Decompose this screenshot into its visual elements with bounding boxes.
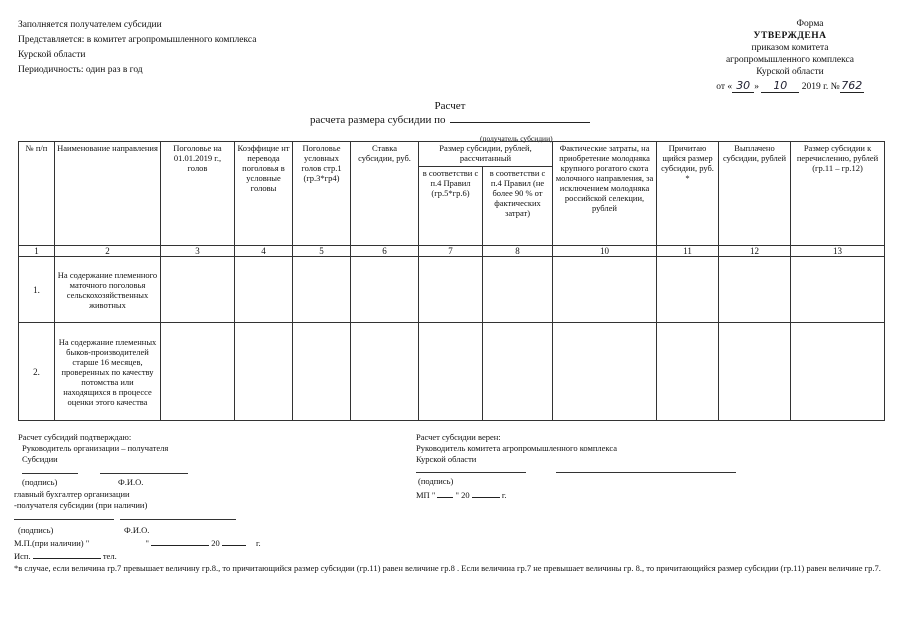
cell-livestock[interactable]: [161, 323, 235, 421]
seal-date-line-right: [416, 490, 507, 501]
col-header-due-subsidy: Причитаю щийся размер субсидии, руб. *: [657, 142, 719, 246]
column-number: 6: [351, 246, 419, 257]
year-blank[interactable]: [222, 545, 246, 546]
correct-label: Расчет субсидии верен:: [416, 432, 501, 442]
approved-label: УТВЕРЖДЕНА: [753, 31, 827, 41]
subsidy-label: Субсидии: [22, 454, 58, 464]
cell-paid-subsidy[interactable]: [719, 257, 791, 323]
column-number: 11: [657, 246, 719, 257]
date-quote: ": [145, 538, 149, 548]
column-number-row: [19, 246, 885, 257]
cell-paid-subsidy[interactable]: [719, 323, 791, 421]
cell-subsidy-a[interactable]: [419, 257, 483, 323]
date-year: 2019 г. №: [801, 82, 840, 92]
col-header-rate: Ставка субсидии, руб.: [351, 142, 419, 246]
order-line-3: Курской области: [756, 67, 824, 77]
date-day: 30: [732, 80, 754, 93]
phone-label: тел.: [102, 551, 117, 561]
row-number: 2.: [19, 323, 55, 421]
name-line[interactable]: [556, 472, 736, 473]
executor-line: [14, 551, 117, 562]
signature-line[interactable]: [14, 519, 114, 520]
cell-coefficient[interactable]: [235, 257, 293, 323]
order-number: 762: [841, 79, 863, 92]
document-title: Расчет: [434, 100, 466, 112]
region-text: Курской области: [18, 50, 86, 60]
cell-rate[interactable]: [351, 257, 419, 323]
subtitle-text: расчета размера субсидии по: [310, 114, 446, 126]
cell-conditional-heads[interactable]: [293, 323, 351, 421]
column-number: 12: [719, 246, 791, 257]
date-mid: »: [754, 82, 759, 92]
confirm-label: Расчет субсидий подтверждаю:: [18, 432, 132, 442]
approval-block: [690, 18, 890, 93]
cell-actual-costs[interactable]: [553, 323, 657, 421]
table-row: [19, 323, 885, 421]
column-number: 5: [293, 246, 351, 257]
seal-label: МП ": [416, 490, 436, 500]
accountant-label-2: -получателя субсидии (при наличии): [14, 500, 148, 510]
committee-head-label: Руководитель комитета агропромышленного комплекса: [416, 443, 617, 453]
col-header-direction: Наименование направления: [55, 142, 161, 246]
cell-actual-costs[interactable]: [553, 257, 657, 323]
cell-transfer[interactable]: [791, 323, 885, 421]
col-header-paid-subsidy: Выплачено субсидии, рублей: [719, 142, 791, 246]
column-number: 10: [553, 246, 657, 257]
recipient-head-label: Руководитель организации – получателя: [22, 443, 169, 453]
signature-line[interactable]: [22, 473, 78, 474]
column-number: 8: [483, 246, 553, 257]
cell-subsidy-b[interactable]: [483, 323, 553, 421]
signature-caption: (подпись): [22, 477, 58, 487]
column-number: 4: [235, 246, 293, 257]
header-left: [18, 18, 378, 78]
column-number: 7: [419, 246, 483, 257]
subsidy-calc-table: [18, 141, 885, 421]
date-blank[interactable]: [151, 545, 209, 546]
col-header-subsidy-calculated: Размер субсидии, рублей, рассчитанный: [419, 142, 553, 167]
seal-label: М.П.(при наличии) ": [14, 538, 90, 548]
fio-caption: Ф.И.О.: [118, 477, 144, 487]
col-header-actual-costs: Фактические затраты, на приобретение молодняка крупного рогатого скота молочного направления, за исключением молодняка российской селекции, рублей: [553, 142, 657, 246]
filled-by-text: Заполняется получателем субсидии: [18, 20, 162, 30]
year-suffix: г.: [255, 538, 261, 548]
row-direction: На содержание племенных быков-производителей старше 16 месяцев, проверенных по качеству потомства или находящихся в процессе оценки этого качества: [55, 323, 161, 421]
signature-caption: (подпись): [418, 476, 454, 486]
cell-transfer[interactable]: [791, 257, 885, 323]
document-subtitle: [310, 114, 590, 126]
year-label: " 20: [455, 490, 470, 500]
column-number: 3: [161, 246, 235, 257]
committee-region-label: Курской области: [416, 454, 477, 464]
cell-subsidy-a[interactable]: [419, 323, 483, 421]
seal-date-line: [14, 538, 261, 549]
recipient-caption: (получатель субсидии): [480, 134, 553, 143]
row-direction: На содержание племенного маточного поголовья сельскохозяйственных животных: [55, 257, 161, 323]
column-number: 13: [791, 246, 885, 257]
cell-coefficient[interactable]: [235, 323, 293, 421]
table-header-row: [19, 142, 885, 167]
executor-label: Исп.: [14, 551, 31, 561]
day-blank[interactable]: [437, 497, 453, 498]
year-label: 20: [211, 538, 220, 548]
year-blank[interactable]: [472, 497, 500, 498]
row-number: 1.: [19, 257, 55, 323]
date-month: 10: [761, 80, 799, 93]
fio-caption: Ф.И.О.: [124, 525, 150, 535]
cell-rate[interactable]: [351, 323, 419, 421]
col-header-per-rules-a: в соответстви с п.4 Правил (гр.5*гр.6): [419, 167, 483, 246]
col-header-per-rules-b: в соответстви с п.4 Правил (не более 90 % от фактических затрат): [483, 167, 553, 246]
order-date-line: [690, 80, 890, 93]
footnote: *в случае, если величина гр.7 превышает величину гр.8., то причитающийся размер субсидии (гр.11) равен величине гр.8 . Если величина гр.7 не превышает величины гр. 8., то причитающийся размер субсидии (гр.11) равен величине гр.7.: [14, 563, 881, 573]
column-number: 2: [55, 246, 161, 257]
signature-caption: (подпись): [18, 525, 54, 535]
submitted-to-text: Представляется: в комитет агропромышленного комплекса: [18, 35, 257, 45]
form-label: Форма: [796, 19, 824, 29]
executor-blank[interactable]: [33, 558, 101, 559]
accountant-label: главный бухгалтер организации: [14, 489, 130, 499]
periodicity-text: Периодичность: один раз в год: [18, 65, 143, 75]
order-line-1: приказом комитета: [751, 43, 829, 53]
recipient-blank: [450, 122, 590, 123]
date-prefix: от «: [716, 82, 733, 92]
cell-due-subsidy[interactable]: [657, 323, 719, 421]
col-header-livestock: Поголовье на 01.01.2019 г., голов: [161, 142, 235, 246]
name-line[interactable]: [100, 473, 188, 474]
col-header-transfer: Размер субсидии к перечислению, рублей (гр.11 – гр.12): [791, 142, 885, 246]
cell-conditional-heads[interactable]: [293, 257, 351, 323]
cell-livestock[interactable]: [161, 257, 235, 323]
order-line-2: агропромышленного комплекса: [725, 55, 855, 65]
year-suffix: г.: [501, 490, 507, 500]
col-header-coefficient: Коэффицие нт перевода поголовья в условные головы: [235, 142, 293, 246]
cell-due-subsidy[interactable]: [657, 257, 719, 323]
name-line[interactable]: [120, 519, 236, 520]
cell-subsidy-b[interactable]: [483, 257, 553, 323]
signature-line[interactable]: [416, 472, 526, 473]
table-row: [19, 257, 885, 323]
column-number: 1: [19, 246, 55, 257]
col-header-number: № п/п: [19, 142, 55, 246]
col-header-conditional-heads: Поголовье условных голов стр.1 (гр.3*гр4): [293, 142, 351, 246]
